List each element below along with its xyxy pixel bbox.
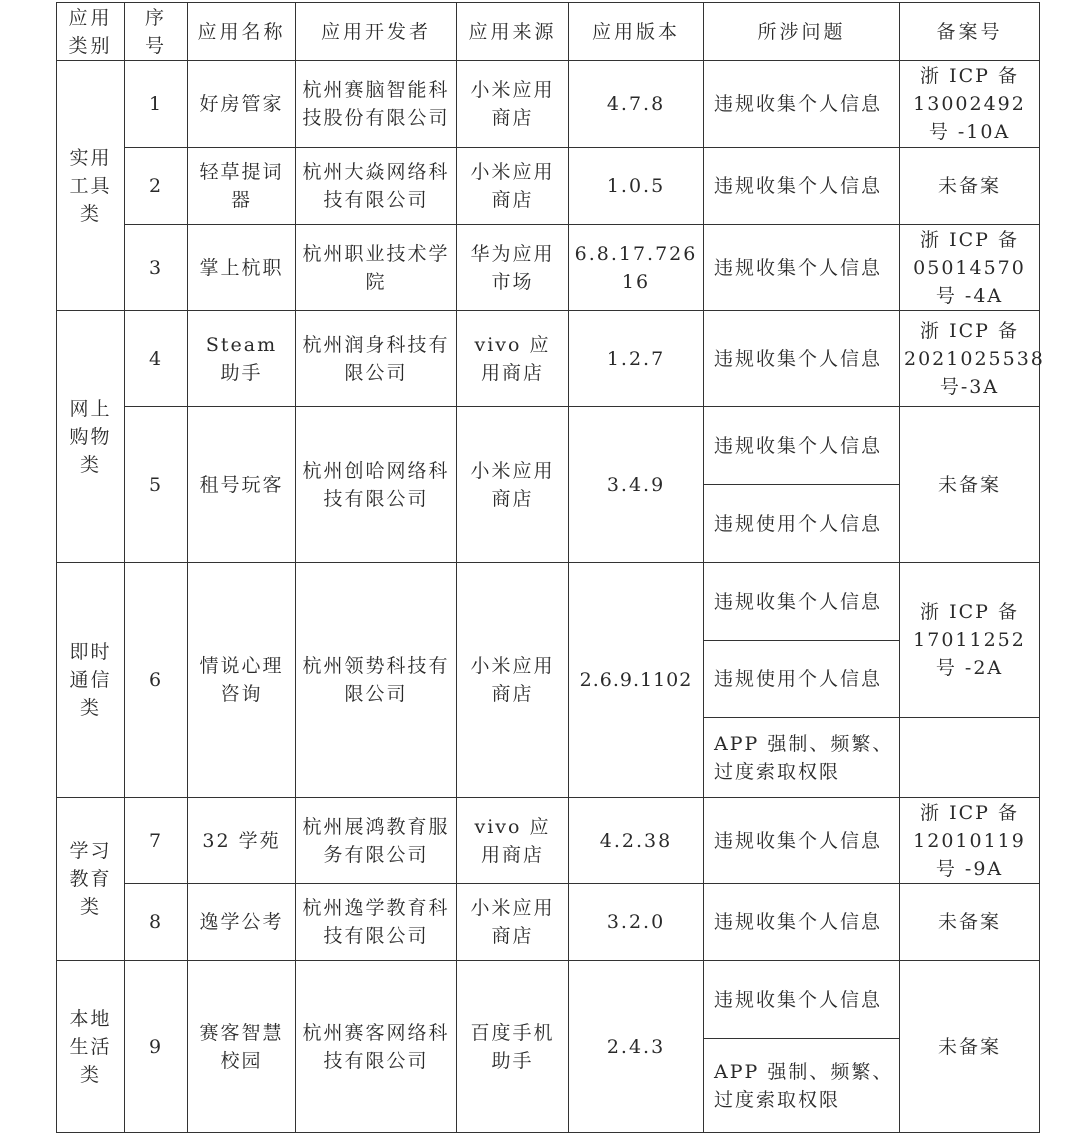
no-cell: 4 (125, 311, 188, 407)
issue-cell: 违规收集个人信息 (704, 884, 900, 961)
no-cell: 5 (125, 407, 188, 563)
name-cell: 掌上杭职 (188, 225, 296, 311)
source-cell: 小米应用商店 (457, 148, 569, 225)
no-cell: 3 (125, 225, 188, 311)
header-version: 应用版本 (569, 3, 704, 61)
developer-cell: 杭州大焱网络科技有限公司 (296, 148, 457, 225)
icp-empty-cell (900, 718, 1040, 798)
icp-cell: 浙 ICP 备 12010119 号 -9A (900, 798, 1040, 884)
name-cell: 好房管家 (188, 61, 296, 148)
no-cell: 2 (125, 148, 188, 225)
issue-cell: 违规收集个人信息 (704, 311, 900, 407)
issue-cell: 违规使用个人信息 (704, 485, 900, 563)
version-cell: 1.0.5 (569, 148, 704, 225)
source-cell: 小米应用商店 (457, 884, 569, 961)
no-cell: 7 (125, 798, 188, 884)
header-row (57, 3, 1040, 61)
version-cell: 3.4.9 (569, 407, 704, 563)
header-category: 应用类别 (57, 3, 125, 61)
issue-cell: 违规收集个人信息 (704, 961, 900, 1039)
name-cell: 赛客智慧校园 (188, 961, 296, 1133)
icp-cell: 未备案 (900, 884, 1040, 961)
version-cell: 4.7.8 (569, 61, 704, 148)
name-cell: 情说心理咨询 (188, 563, 296, 798)
app-violation-table (56, 2, 1045, 1133)
table-row (57, 148, 1040, 225)
version-cell: 3.2.0 (569, 884, 704, 961)
header-no: 序号 (125, 3, 188, 61)
table-row (57, 563, 1040, 641)
issue-cell: 违规收集个人信息 (704, 563, 900, 641)
source-cell: 小米应用商店 (457, 407, 569, 563)
source-cell: 华为应用市场 (457, 225, 569, 311)
no-cell: 8 (125, 884, 188, 961)
issue-cell: 违规收集个人信息 (704, 798, 900, 884)
icp-cell: 浙 ICP 备 2021025538 号-3A (900, 311, 1040, 407)
no-cell: 9 (125, 961, 188, 1133)
category-cell: 学习教育类 (57, 798, 125, 961)
issue-cell: 违规收集个人信息 (704, 61, 900, 148)
source-cell: 小米应用商店 (457, 563, 569, 798)
source-cell: 小米应用商店 (457, 61, 569, 148)
source-cell: vivo 应用商店 (457, 311, 569, 407)
version-cell: 1.2.7 (569, 311, 704, 407)
developer-cell: 杭州赛脑智能科技股份有限公司 (296, 61, 457, 148)
category-cell: 实用工具类 (57, 61, 125, 311)
name-cell: 32 学苑 (188, 798, 296, 884)
category-cell: 网上购物类 (57, 311, 125, 563)
issue-cell: 违规收集个人信息 (704, 225, 900, 311)
table-row (57, 311, 1040, 407)
name-cell: 逸学公考 (188, 884, 296, 961)
version-cell: 2.6.9.1102 (569, 563, 704, 798)
icp-cell: 浙 ICP 备 05014570 号 -4A (900, 225, 1040, 311)
table-row (57, 961, 1040, 1039)
version-cell: 6.8.17.72616 (569, 225, 704, 311)
table-row (57, 61, 1040, 148)
table-row (57, 407, 1040, 485)
category-cell: 即时通信类 (57, 563, 125, 798)
icp-cell: 浙 ICP 备 17011252 号 -2A (900, 563, 1040, 718)
no-cell: 1 (125, 61, 188, 148)
developer-cell: 杭州展鸿教育服务有限公司 (296, 798, 457, 884)
issue-cell: 违规收集个人信息 (704, 407, 900, 485)
header-source: 应用来源 (457, 3, 569, 61)
developer-cell: 杭州润身科技有限公司 (296, 311, 457, 407)
issue-cell: 违规使用个人信息 (704, 641, 900, 718)
category-cell: 本地生活类 (57, 961, 125, 1133)
name-cell: 轻草提词器 (188, 148, 296, 225)
header-developer: 应用开发者 (296, 3, 457, 61)
developer-cell: 杭州逸学教育科技有限公司 (296, 884, 457, 961)
version-cell: 2.4.3 (569, 961, 704, 1133)
version-cell: 4.2.38 (569, 798, 704, 884)
table-row (57, 225, 1040, 311)
developer-cell: 杭州职业技术学院 (296, 225, 457, 311)
issue-cell: APP 强制、频繁、过度索取权限 (704, 718, 900, 798)
icp-cell: 未备案 (900, 961, 1040, 1133)
icp-cell: 浙 ICP 备 13002492 号 -10A (900, 61, 1040, 148)
issue-cell: 违规收集个人信息 (704, 148, 900, 225)
developer-cell: 杭州领势科技有限公司 (296, 563, 457, 798)
table-row (57, 884, 1040, 961)
table-row (57, 798, 1040, 884)
header-issues: 所涉问题 (704, 3, 900, 61)
header-icp: 备案号 (900, 3, 1040, 61)
icp-cell: 未备案 (900, 148, 1040, 225)
icp-cell: 未备案 (900, 407, 1040, 563)
developer-cell: 杭州创哈网络科技有限公司 (296, 407, 457, 563)
no-cell: 6 (125, 563, 188, 798)
source-cell: vivo 应用商店 (457, 798, 569, 884)
name-cell: 租号玩客 (188, 407, 296, 563)
header-name: 应用名称 (188, 3, 296, 61)
developer-cell: 杭州赛客网络科技有限公司 (296, 961, 457, 1133)
issue-cell: APP 强制、频繁、过度索取权限 (704, 1039, 900, 1133)
source-cell: 百度手机助手 (457, 961, 569, 1133)
name-cell: Steam 助手 (188, 311, 296, 407)
